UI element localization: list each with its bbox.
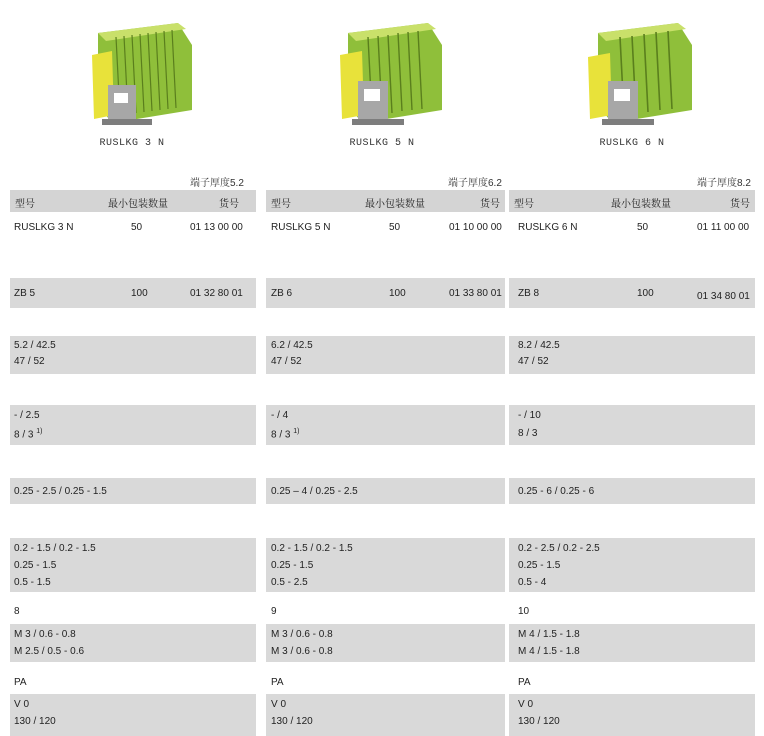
header-model: 型号 (271, 199, 291, 210)
conductor-line: 0.25 - 1.5 (518, 560, 561, 571)
accessory-model: ZB 6 (271, 288, 293, 299)
rating-line: 8 / 3 $^{1)}$ (271, 428, 300, 441)
dims-line: 5.2 / 42.5 (14, 340, 56, 351)
product-caption: RUSLKG 3 N (99, 138, 165, 149)
conductor-line: 0.25 - 1.5 (271, 560, 314, 571)
screw-line: M 3 / 0.6 - 0.8 (271, 646, 333, 657)
cross-section: 0.25 – 4 / 0.25 - 2.5 (271, 486, 358, 497)
rating-line: 8 / 3 $^{1)}$ (14, 428, 43, 441)
terminal-item-no: 01 10 00 00 (449, 222, 502, 233)
conductor-line: 0.2 - 2.5 / 0.2 - 2.5 (518, 543, 600, 554)
product-caption: RUSLKG 6 N (599, 138, 665, 149)
header-model: 型号 (514, 199, 534, 210)
flammability-line: V 0 (14, 699, 30, 710)
accessory-item-no: 01 33 80 01 (449, 288, 502, 299)
flammability-line: 130 / 120 (14, 716, 56, 727)
material: PA (518, 677, 531, 688)
flammability-line: V 0 (518, 699, 534, 710)
header-min-pack: 最小包装数量 (611, 199, 671, 210)
terminal-pack: 50 (637, 222, 649, 233)
screw-line: M 4 / 1.5 - 1.8 (518, 646, 580, 657)
header-item-no: 货号 (219, 199, 239, 210)
rating-line: - / 4 (271, 410, 289, 421)
accessory-model: ZB 8 (518, 288, 540, 299)
header-item-no: 货号 (480, 199, 500, 210)
header-min-pack: 最小包装数量 (108, 199, 168, 210)
footnote-marker: 1) (293, 428, 300, 435)
cross-section: 0.25 - 6 / 0.25 - 6 (518, 486, 595, 497)
terminal-block-illustration (92, 23, 192, 125)
accessory-model: ZB 5 (14, 288, 36, 299)
product-image-rusklg-6n (568, 15, 696, 135)
strip-length: 10 (518, 606, 530, 617)
dims-line: 8.2 / 42.5 (518, 340, 560, 351)
material: PA (271, 677, 284, 688)
conductor-line: 0.2 - 1.5 / 0.2 - 1.5 (14, 543, 96, 554)
table-header (10, 190, 256, 212)
header-min-pack: 最小包装数量 (365, 199, 425, 210)
terminal-thickness: 端子厚度6.2 (448, 178, 502, 189)
conductor-line: 0.2 - 1.5 / 0.2 - 1.5 (271, 543, 353, 554)
rating-line: 8 / 3 (518, 428, 538, 439)
dims-line: 47 / 52 (271, 356, 302, 367)
product-caption: RUSLKG 5 N (349, 138, 415, 149)
terminal-item-no: 01 11 00 00 (697, 222, 750, 233)
dims-line: 47 / 52 (14, 356, 45, 367)
terminal-item-no: 01 13 00 00 (190, 222, 243, 233)
product-image-rusklg-3n (68, 15, 196, 135)
header-item-no: 货号 (730, 199, 750, 210)
accessory-pack: 100 (389, 288, 406, 299)
terminal-block-illustration (588, 23, 692, 125)
screw-line: M 3 / 0.6 - 0.8 (14, 629, 76, 640)
header-model: 型号 (15, 199, 35, 210)
terminal-pack: 50 (131, 222, 143, 233)
dims-line: 47 / 52 (518, 356, 549, 367)
screw-line: M 3 / 0.6 - 0.8 (271, 629, 333, 640)
accessory-pack: 100 (637, 288, 654, 299)
terminal-thickness: 端子厚度5.2 (190, 178, 244, 189)
rating-line: - / 2.5 (14, 410, 40, 421)
terminal-block-illustration (340, 23, 442, 125)
accessory-item-no: 01 32 80 01 (190, 288, 243, 299)
screw-line: M 4 / 1.5 - 1.8 (518, 629, 580, 640)
terminal-pack: 50 (389, 222, 401, 233)
flammability-line: 130 / 120 (518, 716, 560, 727)
screw-line: M 2.5 / 0.5 - 0.6 (14, 646, 85, 657)
footnote-marker: 1) (36, 428, 43, 435)
terminal-thickness: 端子厚度8.2 (697, 178, 751, 189)
dims-line: 6.2 / 42.5 (271, 340, 313, 351)
material: PA (14, 677, 27, 688)
conductor-line: 0.25 - 1.5 (14, 560, 57, 571)
conductor-line: 0.5 - 1.5 (14, 577, 51, 588)
terminal-model: RUSLKG 3 N (14, 222, 74, 233)
accessory-item-no: 01 34 80 01 (697, 291, 750, 302)
accessory-pack: 100 (131, 288, 148, 299)
conductor-line: 0.5 - 2.5 (271, 577, 308, 588)
rating-line: - / 10 (518, 410, 541, 421)
terminal-model: RUSLKG 5 N (271, 222, 331, 233)
strip-length: 9 (271, 606, 277, 617)
conductor-line: 0.5 - 4 (518, 577, 547, 588)
cross-section: 0.25 - 2.5 / 0.25 - 1.5 (14, 486, 107, 497)
strip-length: 8 (14, 606, 20, 617)
terminal-model: RUSLKG 6 N (518, 222, 578, 233)
flammability-line: V 0 (271, 699, 287, 710)
product-image-rusklg-5n (318, 15, 446, 135)
table-header (266, 190, 505, 212)
flammability-line: 130 / 120 (271, 716, 313, 727)
table-header (509, 190, 755, 212)
